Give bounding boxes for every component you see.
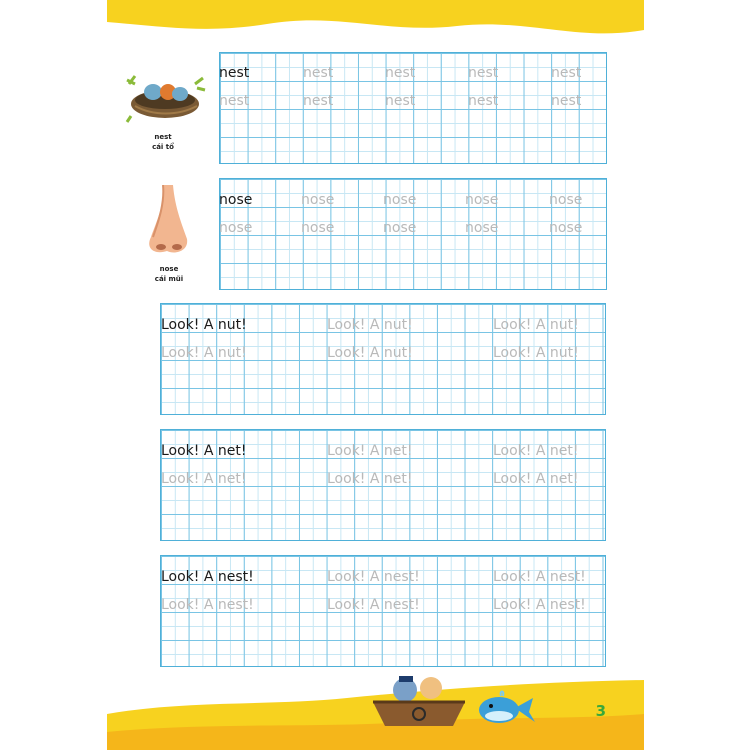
trace-word: nest — [551, 65, 582, 81]
model-sentence: Look! A nest! — [161, 569, 254, 585]
nose-caption — [134, 264, 204, 284]
top-wave-decoration — [107, 0, 644, 50]
trace-sentence: Look! A net! — [327, 471, 413, 487]
nose-icon — [145, 185, 193, 257]
model-sentence: Look! A net! — [161, 443, 247, 459]
trace-sentence: Look! A nest! — [493, 569, 586, 585]
trace-sentence: Look! A nest! — [327, 597, 420, 613]
trace-sentence: Look! A net! — [161, 471, 247, 487]
trace-sentence: Look! A nut! — [327, 345, 413, 361]
trace-sentence: Look! A nest! — [327, 569, 420, 585]
trace-word: nest — [303, 93, 334, 109]
boat-with-animals-icon — [369, 672, 469, 732]
trace-sentence: Look! A nut! — [493, 345, 579, 361]
trace-sentence: Look! A net! — [327, 443, 413, 459]
trace-word: nest — [468, 65, 499, 81]
trace-word: nose — [549, 192, 583, 208]
model-sentence: Look! A nut! — [161, 317, 247, 333]
trace-word: nose — [301, 220, 335, 236]
trace-sentence: Look! A nut! — [493, 317, 579, 333]
trace-word: nest — [219, 93, 250, 109]
model-word: nest — [219, 65, 250, 81]
trace-sentence: Look! A nest! — [161, 597, 254, 613]
caption-vietnamese: cái mũi — [154, 275, 184, 283]
nest-illustration — [123, 70, 213, 130]
trace-word: nest — [468, 93, 499, 109]
trace-word: nose — [219, 220, 253, 236]
trace-word: nose — [301, 192, 335, 208]
nest-caption — [128, 132, 198, 152]
bird-nest-with-eggs-icon — [123, 70, 213, 126]
trace-word: nose — [549, 220, 583, 236]
trace-sentence: Look! A net! — [493, 471, 579, 487]
whale-icon — [475, 690, 537, 726]
trace-word: nest — [385, 65, 416, 81]
trace-sentence: Look! A nest! — [493, 597, 586, 613]
trace-sentence: Look! A nut! — [161, 345, 247, 361]
nose-illustration — [145, 185, 193, 261]
caption-english: nest — [154, 133, 172, 141]
caption-english: nose — [159, 265, 179, 273]
trace-word: nose — [465, 220, 499, 236]
worksheet-page — [107, 0, 644, 750]
trace-sentence: Look! A net! — [493, 443, 579, 459]
trace-sentence: Look! A nut! — [327, 317, 413, 333]
caption-vietnamese: cái tổ — [152, 143, 174, 151]
trace-word: nose — [383, 192, 417, 208]
page-number: 3 — [595, 702, 606, 720]
trace-word: nest — [385, 93, 416, 109]
trace-word: nest — [551, 93, 582, 109]
trace-word: nest — [303, 65, 334, 81]
trace-word: nose — [465, 192, 499, 208]
trace-word: nose — [383, 220, 417, 236]
model-word: nose — [219, 192, 253, 208]
